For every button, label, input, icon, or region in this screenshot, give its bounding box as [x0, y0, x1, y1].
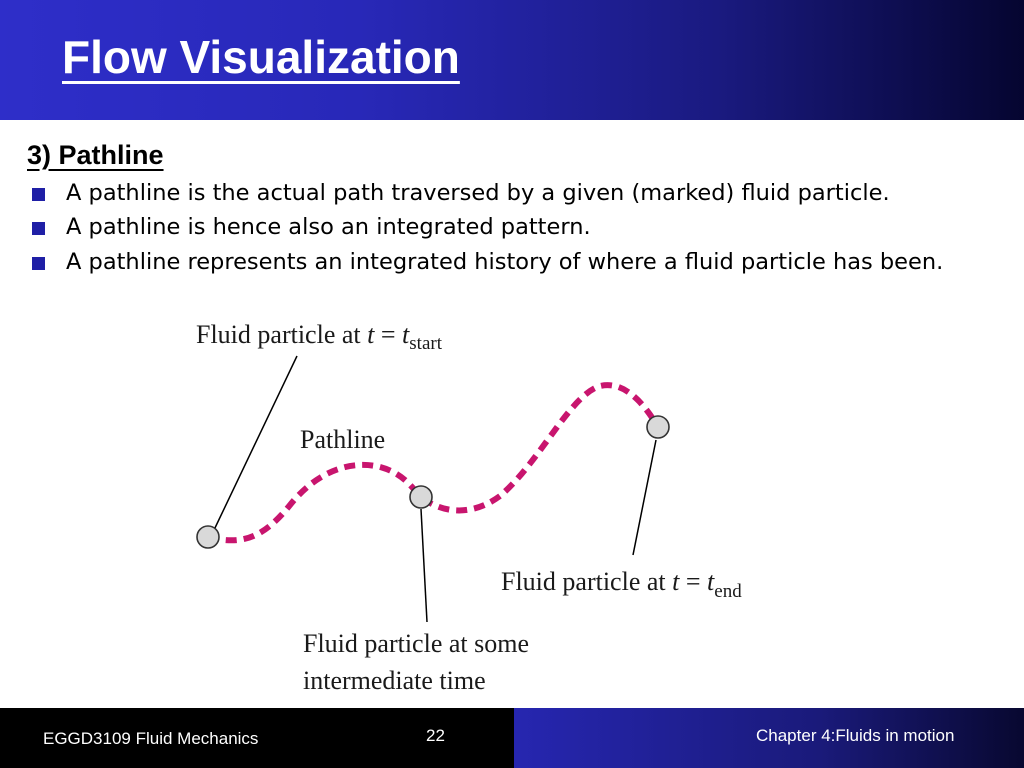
- footer-course: EGGD3109 Fluid Mechanics: [43, 729, 259, 748]
- start-leader-line: [214, 356, 297, 530]
- footer-chapter: Chapter 4:Fluids in motion: [756, 726, 955, 745]
- pathline-label: Pathline: [300, 425, 386, 454]
- start-particle-label: Fluid particle at $t = t_{start}$: [196, 320, 442, 354]
- intermediate-particle: [410, 486, 432, 508]
- mid-leader-line: [421, 509, 427, 622]
- page-number: 22: [426, 726, 445, 745]
- footer-left-panel: [0, 708, 514, 768]
- footer-bar: [0, 708, 1024, 768]
- bullet-text: A pathline is hence also an integrated pattern.: [66, 214, 591, 240]
- bullet-text: A pathline is the actual path traversed by a given (marked) fluid particle.: [66, 180, 890, 206]
- start-particle: [197, 526, 219, 548]
- slide-title: Flow Visualization: [62, 31, 460, 83]
- end-particle-label: Fluid particle at $t = t_{end}$: [501, 567, 742, 602]
- end-particle: [647, 416, 669, 438]
- footer-right-panel: [514, 708, 1024, 768]
- section-heading: 3) Pathline: [27, 140, 164, 170]
- intermediate-particle-label-line1: Fluid particle at some: [303, 629, 530, 658]
- pathline-curve: [208, 385, 658, 540]
- intermediate-particle-label-line2: intermediate time: [303, 666, 486, 695]
- end-leader-line: [633, 440, 656, 555]
- bullet-text: A pathline represents an integrated history of where a fluid particle has been.: [66, 249, 944, 275]
